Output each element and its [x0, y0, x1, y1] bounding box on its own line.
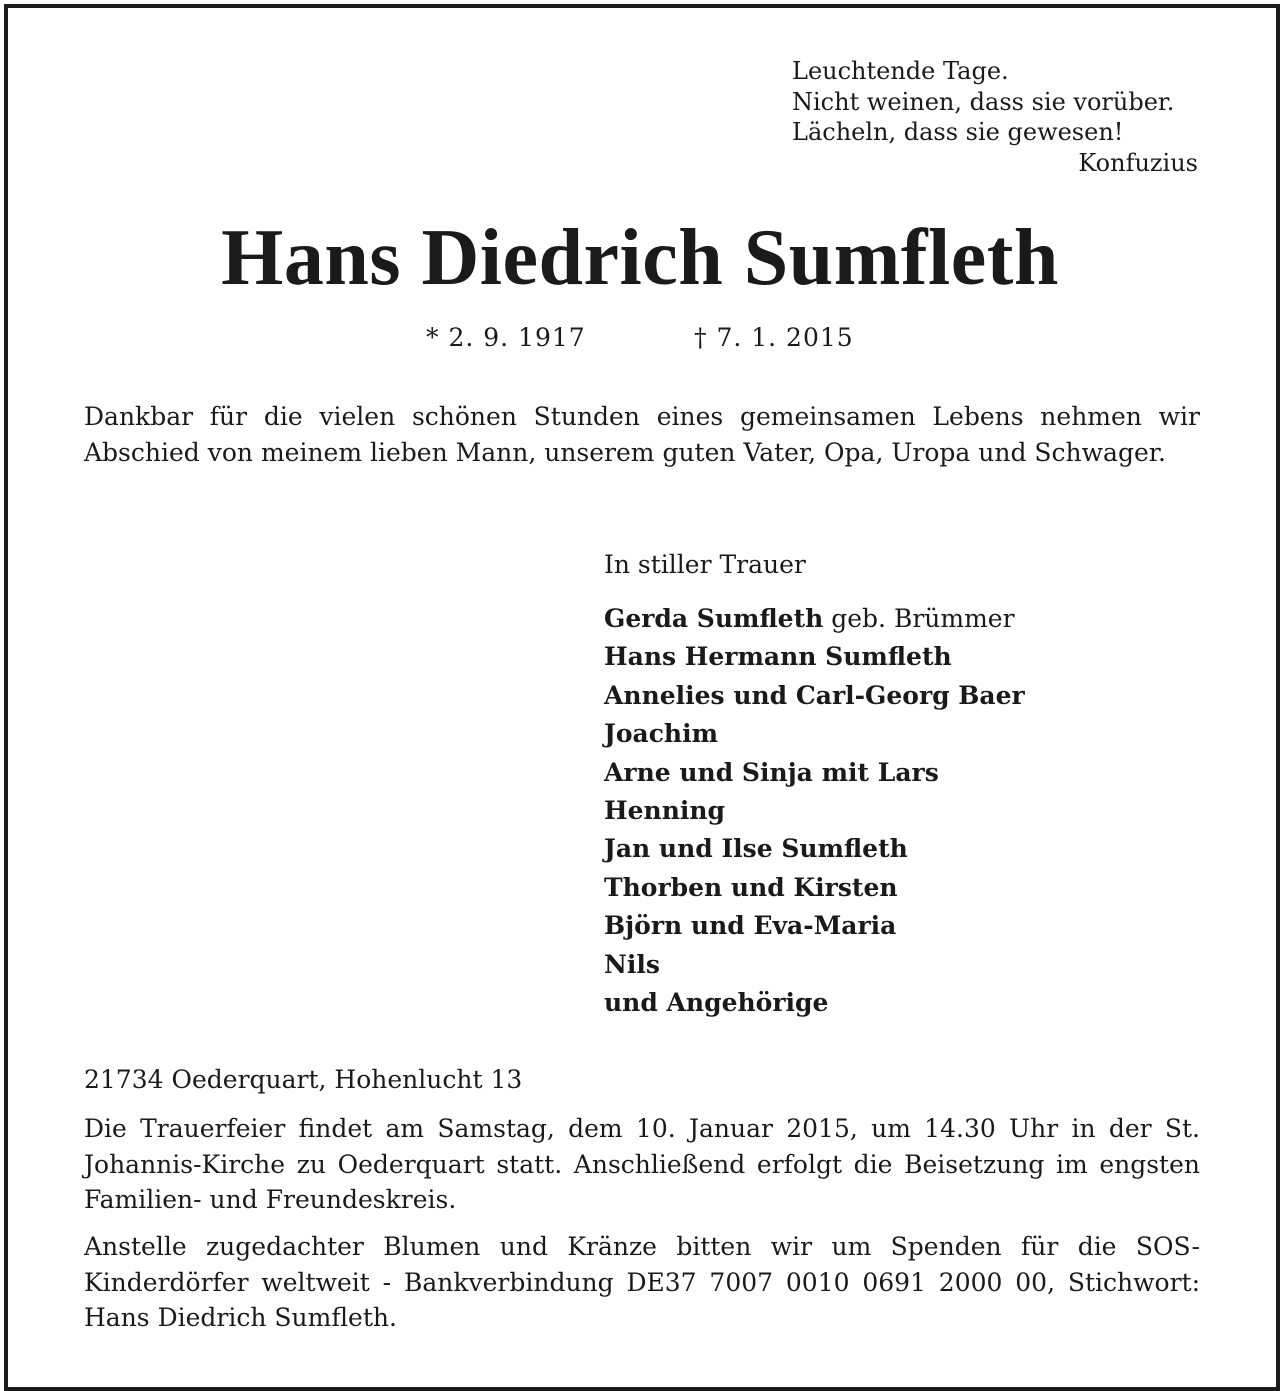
family-member — [604, 792, 1204, 830]
family-member — [604, 715, 1204, 753]
deceased-name: Hans Diedrich Sumfleth — [221, 214, 1059, 302]
address: 21734 Oederquart, Hohenlucht 13 — [84, 1065, 523, 1094]
family-member — [604, 638, 1204, 676]
family-member-name: Thorben und Kirsten — [604, 872, 898, 902]
family-member — [604, 677, 1204, 715]
intro-paragraph: Dankbar für die vielen schönen Stunden eines gemeinsamen Lebens nehmen wir Abschied von meinem lieben Mann, unserem guten Vater, Opa, Uropa und Schwager. — [84, 402, 1200, 467]
birth-date: * 2. 9. 1917 — [426, 323, 586, 352]
quote-line: Leuchtende Tage. — [792, 57, 1009, 85]
quote-author: Konfuzius — [1078, 148, 1198, 177]
family-member-name: Nils — [604, 949, 660, 979]
quote-line: Lächeln, dass sie gewesen! — [792, 118, 1124, 146]
quote-block — [792, 56, 1198, 178]
mourning-label: In stiller Trauer — [604, 550, 806, 579]
family-member — [604, 830, 1204, 868]
family-member — [604, 600, 1204, 638]
family-member-name: Gerda Sumfleth — [604, 604, 824, 633]
family-member-suffix: geb. Brümmer — [823, 604, 1015, 633]
donation-paragraph: Anstelle zugedachter Blumen und Kränze bitten wir um Spenden für die SOS-Kinderdörfer weltweit - Bankverbindung DE37 7007 0010 0691 2000 00, Stichwort: Hans Diedrich Sumfleth. — [84, 1232, 1200, 1332]
quote-line: Nicht weinen, dass sie vorüber. — [792, 87, 1175, 116]
family-member — [604, 907, 1204, 945]
family-member-name: Annelies und Carl-Georg Baer — [604, 680, 1025, 710]
family-member-name: Joachim — [604, 719, 719, 749]
family-list — [604, 600, 1204, 1022]
family-member — [604, 754, 1204, 792]
family-member-name: Björn und Eva-Maria — [604, 911, 897, 941]
family-member-name: und Angehörige — [604, 988, 829, 1018]
family-member — [604, 984, 1204, 1022]
death-date: † 7. 1. 2015 — [694, 323, 854, 352]
family-member-name: Arne und Sinja mit Lars — [604, 757, 939, 787]
family-member — [604, 869, 1204, 907]
family-member-name: Henning — [604, 796, 726, 826]
service-paragraph: Die Trauerfeier findet am Samstag, dem 10. Januar 2015, um 14.30 Uhr in der St. Johannis-Kirche zu Oederquart statt. Anschließend erfolgt die Beisetzung im engsten Familien- und Freundeskreis. — [84, 1114, 1200, 1214]
family-member-name: Jan und Ilse Sumfleth — [604, 834, 908, 864]
family-member-name: Hans Hermann Sumfleth — [604, 642, 952, 672]
family-member — [604, 946, 1204, 984]
